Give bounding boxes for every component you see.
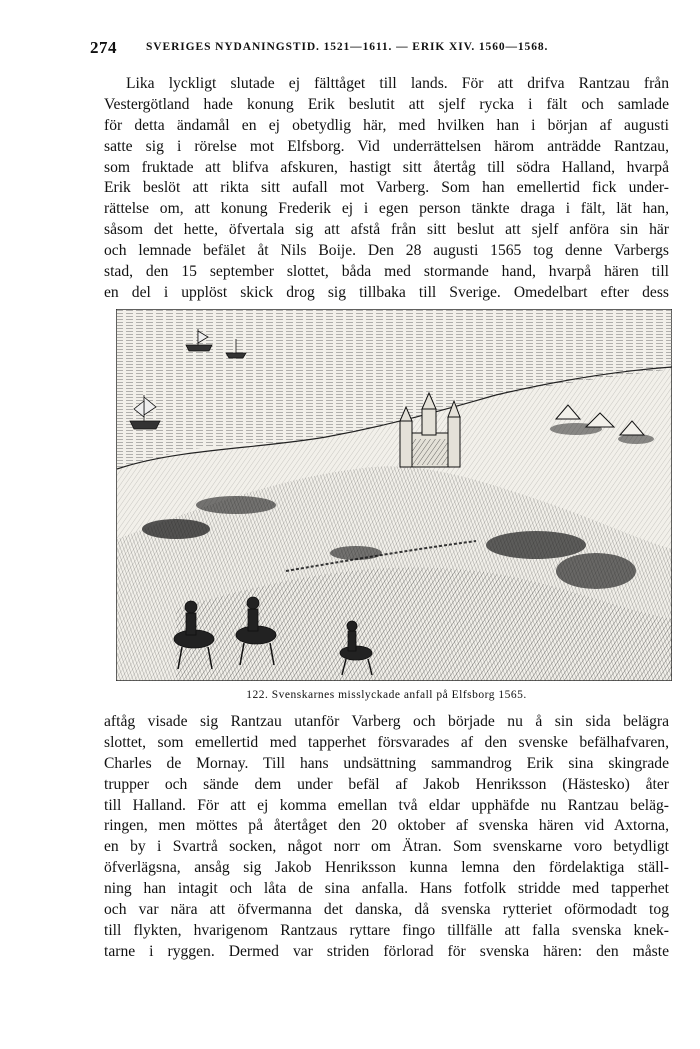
- text-line: och var nära att öfvermanna det danska, då svenska rytteriet oförmodadt tog: [104, 901, 669, 919]
- text-line: för detta ändamål en ej obetydlig här, med hvilken han i början af augusti: [104, 116, 669, 134]
- text-line: stad, den 15 september slottet, båda med stormande hand, hvarpå hären till: [104, 263, 669, 281]
- figure-caption: 122. Svenskarnes misslyckade anfall på Elfsborg 1565.: [246, 689, 527, 701]
- text-line: trupper och sände dem under befäl af Jakob Henriksson (Hästesko) åter: [104, 775, 669, 793]
- text-line: satte sig i rörelse mot Elfsborg. Vid underrättelsen härom anträdde Rantzau,: [104, 137, 669, 155]
- text-line: till Halland. För att ej komma emellan två eldar upphäfde nu Rantzau beläg-: [104, 796, 669, 814]
- running-head: SVERIGES NYDANINGSTID. 1521—1611. — ERIK XIV. 1560—1568.: [146, 41, 549, 53]
- text-line: Vestergötland hade konung Erik beslutit att sjelf rycka i fält och samlade: [104, 95, 669, 113]
- text-line: Lika lyckligt slutade ej fälttåget till lands. För att drifva Rantzau från: [126, 75, 669, 92]
- text-line: aftåg visade sig Rantzau utanför Varberg och började nu å sin sida belägra: [104, 713, 669, 730]
- text-line: Charles de Mornay. Till hans undsättning sammandrog Erik sina skingrade: [104, 754, 669, 772]
- text-line: som fruktade att blifva afskuren, hastigt sitt återtåg till södra Halland, hvarpå: [104, 158, 669, 176]
- battle-engraving: [116, 309, 672, 681]
- top-paragraph: [104, 74, 669, 304]
- text-line: tarne i ryggen. Dermed var striden förlorad för svenska hären: den måste: [104, 942, 669, 960]
- text-line: en by i Svartrå socken, något norr om Ätran. Som svenskarne voro betydligt: [104, 838, 669, 856]
- text-line: öfverlägsna, ansåg sig Jakob Henriksson kunna lemna den fördelaktiga ställ-: [104, 859, 669, 877]
- page-number: 274: [90, 38, 117, 57]
- text-line: ning han intagit och låta de sina anfalla. Hans fotfolk stridde med tapperhet: [104, 880, 669, 898]
- text-line: ringen, men möttes på återtåget den 20 oktober af svenska hären vid Axtorna,: [104, 817, 669, 835]
- text-line: rättelse om, att konung Frederik ej i egen person tänkte draga i fält, lät han,: [104, 200, 669, 218]
- text-line: såsom det hette, öfvertala sig att afstå från sitt beslut att sjelf anföra sin här: [104, 221, 669, 239]
- text-line: och lemnade befälet åt Nils Boije. Den 28 augusti 1565 tog denne Varbergs: [104, 242, 669, 260]
- text-line: slottet, som emellertid med tapperhet försvarades af den svenske befälhafvaren,: [104, 733, 669, 751]
- page-header: [90, 38, 670, 60]
- text-line: Erik beslöt att rikta sitt aufall mot Varberg. Som han emellertid fick under-: [104, 179, 669, 197]
- text-line: en del i upplöst skick drog sig tillbaka till Sverige. Omedelbart efter dess: [104, 283, 669, 301]
- text-line: till flykten, hvarigenom Rantzaus ryttare fingo tillfälle att falla svenska knek-: [104, 921, 669, 939]
- bottom-paragraph: [104, 712, 669, 963]
